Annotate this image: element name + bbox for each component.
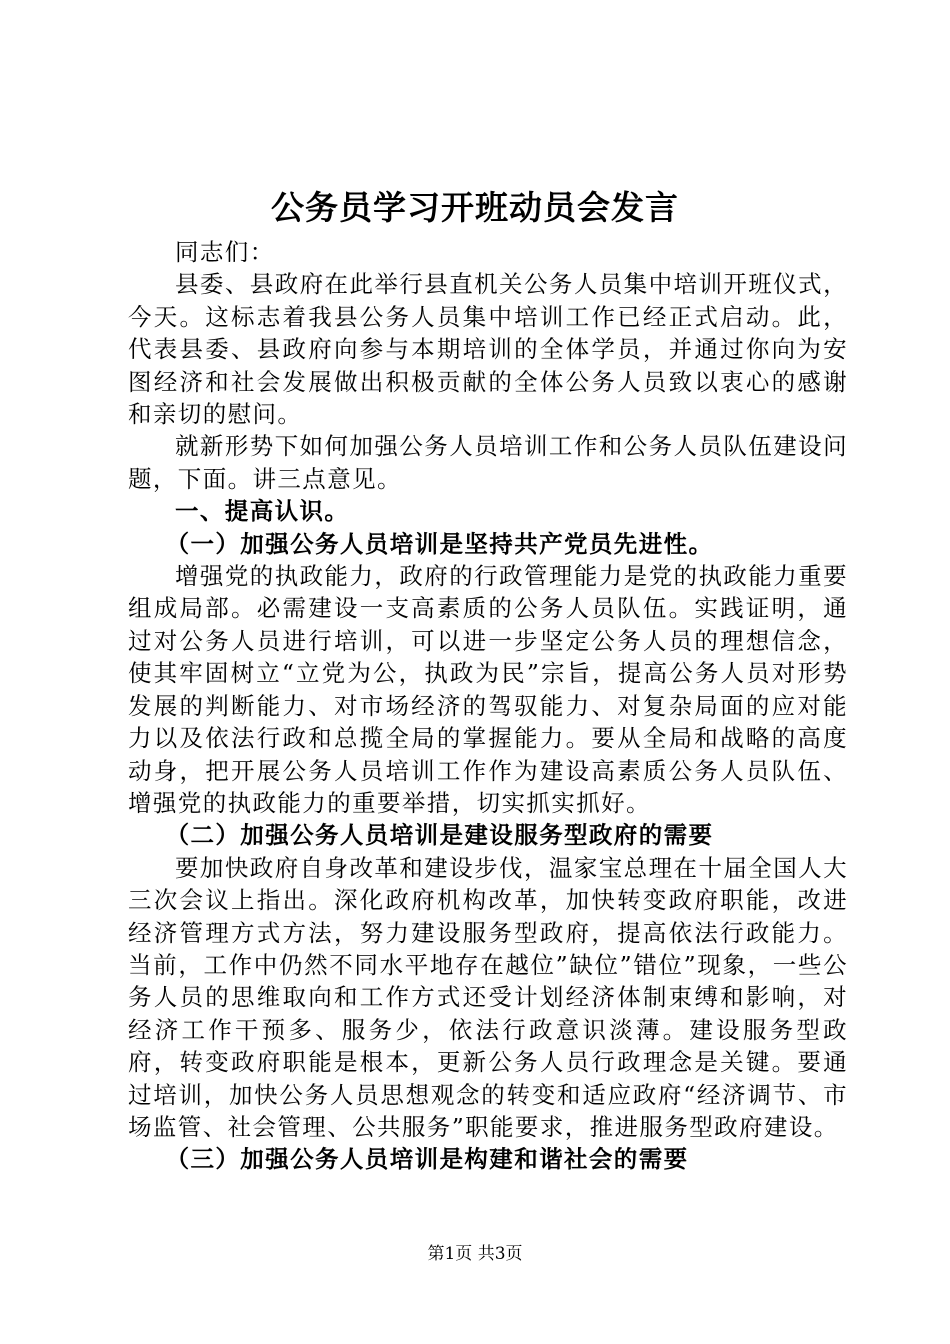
subsection-heading-1: （一）加强公务人员培训是坚持共产党员先进性。 [165, 529, 714, 558]
paragraph-intro: 县委、县政府在此举行县直机关公务人员集中培训开班仪式，今天。这标志着我县公务人员集中培训工作已经正式启动。此，代表县委、县政府向参与本期培训的全体学员，并通过你向为安图经济和社会发展做出积极贡献的全体公务人员致以衷心的感谢和亲切的慰问。 [128, 270, 848, 429]
paragraph-topic: 就新形势下如何加强公务人员培训工作和公务人员队伍建设问题，下面。讲三点意见。 [128, 432, 848, 493]
document-title: 公务员学习开班动员会发言 [271, 188, 679, 227]
subsection-text-1: 增强党的执政能力，政府的行政管理能力是党的执政能力重要组成局部。必需建设一支高素质的公务人员队伍。实践证明，通过对公务人员进行培训，可以进一步坚定公务人员的理想信念，使其牢固树立“立党为公，执政为民”宗旨，提高公务人员对形势发展的判断能力、对市场经济的驾驭能力、对复杂局面的应对能力以及依法行政和总揽全局的掌握能力。要从全局和战略的高度动身，把开展公务人员培训工作作为建设高素质公务人员队伍、增强党的执政能力的重要举措，切实抓实抓好。 [128, 562, 848, 817]
subsection-heading-2: （二）加强公务人员培训是建设服务型政府的需要 [165, 821, 714, 850]
salutation: 同志们： [175, 238, 275, 266]
subsection-text-2: 要加快政府自身改革和建设步伐，温家宝总理在十届全国人大三次会议上指出。深化政府机构改革，加快转变政府职能，改进经济管理方式方法，努力建设服务型政府，提高依法行政能力。当前，工作中仍然不同水平地存在越位”缺位”错位”现象，一些公务人员的思维取向和工作方式还受计划经济体制束缚和影响，对经济工作干预多、服务少，依法行政意识淡薄。建设服务型政府，转变政府职能是根本，更新公务人员行政理念是关键。要通过培训，加快公务人员思想观念的转变和适应政府“经济调节、市场监管、社会管理、公共服务”职能要求，推进服务型政府建设。 [128, 853, 848, 1141]
document-body [128, 236, 848, 1176]
section-heading-1: 一、提高认识。 [175, 497, 350, 526]
page-number-footer: 第1页 共3页 [427, 1244, 523, 1264]
subsection-heading-3: （三）加强公务人员培训是构建和谐社会的需要 [165, 1145, 689, 1174]
